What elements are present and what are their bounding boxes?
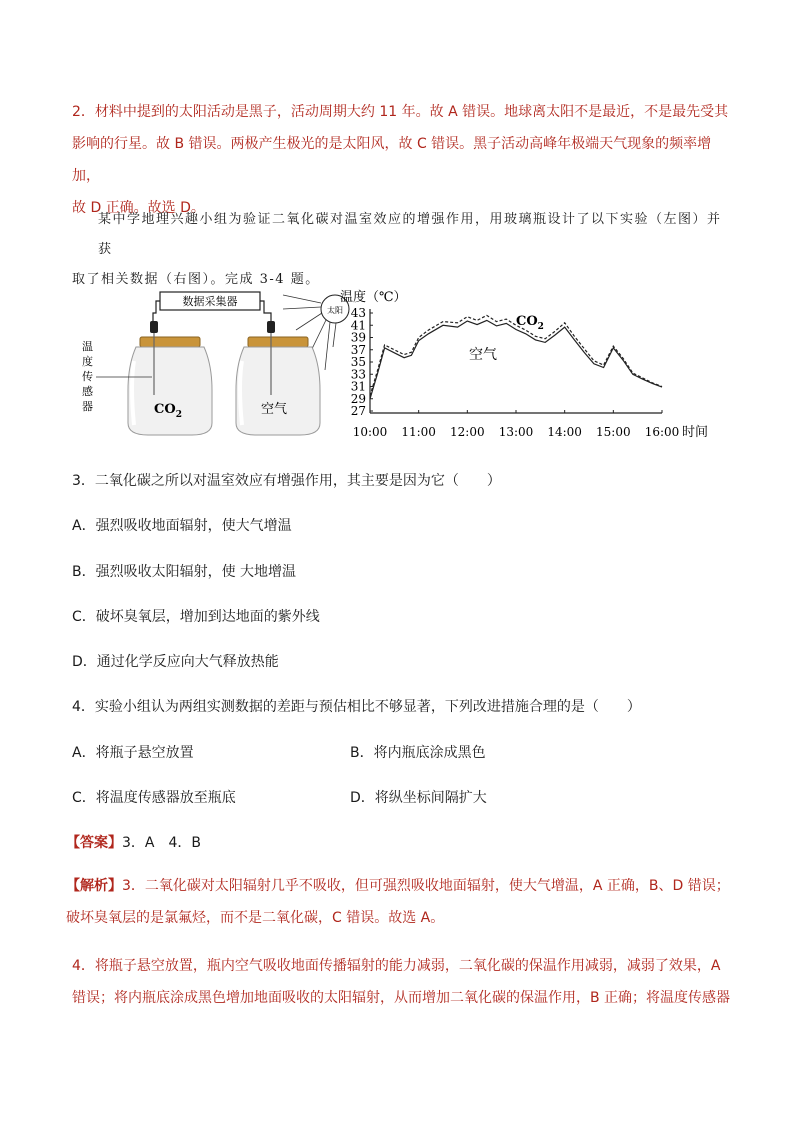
sensor-label	[82, 340, 93, 413]
y-tick-label: 29	[350, 391, 366, 406]
x-tick-label: 10:00	[352, 425, 388, 439]
analysis-line: 破坏臭氧层的是氯氟烃，而不是二氧化碳，C 错误。故选 A。	[66, 910, 445, 926]
q4-stem: 4．实验小组认为两组实测数据的差距与预估相比不够显著，下列改进措施合理的是（ ）	[72, 699, 641, 715]
data-collector-label: 数据采集器	[182, 295, 238, 308]
q4-option-b: B．将内瓶底涂成黑色	[350, 745, 486, 761]
y-tick-label: 37	[350, 342, 366, 357]
series-label-air: 空气	[469, 347, 497, 363]
y-tick-label: 27	[350, 404, 366, 418]
sensor-label-char: 度	[82, 355, 93, 368]
q4-option-a: A．将瓶子悬空放置	[72, 745, 194, 761]
x-tick-label: 12:00	[450, 425, 485, 439]
answer-text: 3．A 4．B	[122, 835, 201, 851]
q4-option-d: D．将纵坐标间隔扩大	[350, 790, 487, 806]
x-axis-label: 时间	[682, 425, 709, 440]
sensor-label-char: 感	[82, 385, 93, 398]
temperature-chart	[336, 285, 726, 445]
y-axis-label: 温度（℃）	[340, 290, 407, 305]
intro-line: 取了相关数据（右图）。完成 3-4 题。	[72, 272, 320, 287]
explanation-q2-line: 2．材料中提到的太阳活动是黑子，活动周期大约 11 年。故 A 错误。地球离太阳不是最近，不是最先受其	[72, 104, 729, 120]
series-line-air	[370, 320, 662, 398]
y-tick-label: 43	[350, 306, 366, 320]
series-label-co2-subscript: 2	[537, 322, 544, 332]
sensor-label-char: 器	[82, 400, 93, 413]
analysis-q4-line: 4．将瓶子悬空放置，瓶内空气吸收地面传播辐射的能力减弱，二氧化碳的保温作用减弱，减弱了效果，A	[72, 958, 721, 974]
jar-air	[236, 321, 320, 435]
jar-co2-label: CO	[154, 402, 176, 417]
intro-paragraph	[72, 205, 726, 295]
intro-line: 某中学地理兴趣小组为验证二氧化碳对温室效应的增强作用，用玻璃瓶设计了以下实验（左图）并获	[98, 212, 722, 257]
y-tick-label: 39	[350, 330, 366, 345]
q3-stem: 3．二氧化碳之所以对温室效应有增强作用，其主要是因为它（ ）	[72, 473, 501, 489]
jar-air-label: 空气	[260, 402, 288, 417]
jar-co2-subscript: 2	[175, 410, 182, 420]
y-tick-label: 31	[350, 379, 366, 394]
experiment-figure	[78, 285, 360, 450]
sensor-label-char: 传	[82, 370, 93, 383]
analysis-q4	[72, 950, 737, 1014]
q3-option-a: A．强烈吸收地面辐射，使大气增温	[72, 518, 292, 534]
analysis-line: 3．二氧化碳对太阳辐射几乎不吸收，但可强烈吸收地面辐射，使大气增温，A 正确，B、D 错误；	[122, 878, 730, 894]
analysis-tag: 【解析】	[66, 878, 122, 894]
q3-option-d: D．通过化学反应向大气释放热能	[72, 654, 279, 670]
analysis-q3	[66, 870, 736, 934]
q3-option-c: C．破坏臭氧层，增加到达地面的紫外线	[72, 609, 320, 625]
answer-line	[66, 832, 201, 852]
analysis-q4-line: 错误；将内瓶底涂成黑色增加地面吸收的太阳辐射，从而增加二氧化碳的保温作用，B 正确；将温度传感器	[72, 990, 731, 1006]
y-tick-label: 33	[350, 367, 366, 382]
q3-option-b: B．强烈吸收太阳辐射，使 大地增温	[72, 564, 297, 580]
x-tick-label: 15:00	[596, 425, 631, 439]
explanation-q2-line: 故 D 正确。故选 D。	[72, 200, 205, 216]
x-tick-label: 13:00	[498, 425, 534, 439]
series-label-co2: CO	[516, 314, 538, 329]
y-tick-label: 35	[350, 355, 366, 369]
answer-tag: 【答案】	[66, 835, 122, 851]
x-tick-label: 16:00	[644, 425, 680, 439]
sun-label: 太阳	[327, 306, 343, 315]
svg-text:CO2	[516, 314, 544, 332]
x-tick-label: 14:00	[547, 425, 582, 439]
q4-option-c: C．将温度传感器放至瓶底	[72, 790, 236, 806]
x-tick-label: 11:00	[401, 425, 436, 439]
y-tick-label: 41	[350, 318, 366, 333]
sensor-label-char: 温	[82, 340, 93, 353]
explanation-q2-line: 影响的行星。故 B 错误。两极产生极光的是太阳风，故 C 错误。黑子活动高峰年极端天气现象的频率增加，	[72, 136, 712, 184]
jar-co2	[128, 321, 212, 435]
